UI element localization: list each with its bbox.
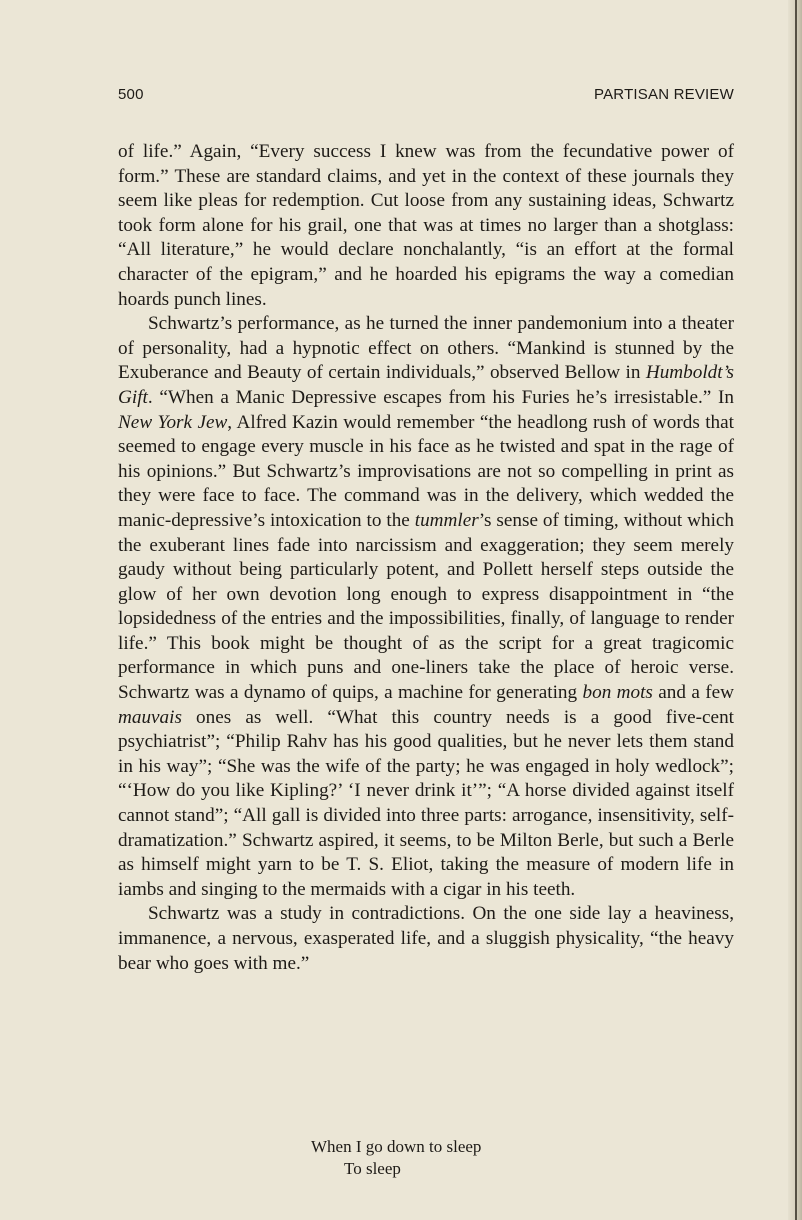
page-number: 500	[118, 86, 144, 103]
poem-line-2: To sleep	[344, 1159, 401, 1178]
journal-title: PARTISAN REVIEW	[594, 86, 734, 103]
paragraph-2-text-c: , Alfred Kazin would remember “the headlong rush of words that seemed to engage every muscle in his face as he twisted and spat in the rage of his opinions.” But Schwartz’s improvisations are not so compelling in print as they were face to face. The command was in the delivery, which wedded the manic-depressive’s intoxication to the	[118, 411, 734, 531]
title-humboldts-gift: Humboldt’s Gift	[118, 362, 734, 408]
paragraph-1	[118, 140, 734, 312]
paragraph-2-text-e: and a few	[652, 682, 735, 704]
paragraph-1-text: of life.” Again, “Every success I knew was from the fecundative power of form.” These are standard claims, and yet in the context of these journals they seem like pleas for redemption. Cut loose from any sustaining ideas, Schwartz took form alone for his grail, one that was at times no larger than a shotglass: “All literature,” he would declare nonchalantly, “is an effort at the formal character of the epigram,” and he hoarded his epigrams the way a comedian hoards punch lines.	[118, 141, 734, 310]
poem-excerpt	[311, 1136, 481, 1180]
term-bon-mots: bon mots	[582, 682, 653, 704]
paragraph-3	[118, 902, 734, 976]
poem-line-1: When I go down to sleep	[311, 1137, 482, 1156]
title-new-york-jew: New York Jew	[118, 411, 228, 433]
paragraph-2-text-b: . “When a Manic Depressive escapes from his Furies he’s irresistable.” In	[147, 386, 734, 408]
paragraph-2-text-f: ones as well. “What this country needs is a good five-cent psychiatrist”; “Philip Rahv has his good qualities, but he never lets them stand in his way”; “She was the wife of the party; he was engaged in holy wedlock”; “‘How do you like Kipling?’ ‘I never drink it’”; “A horse divided against itself cannot stand”; “All gall is divided into three parts: arrogance, insensitivity, self-dramatization.” Schwartz aspired, it seems, to be Milton Berle, but such a Berle as himself might yarn to be T. S. Eliot, taking the measure of modern life in iambs and singing to the mermaids with a cigar in his teeth.	[118, 706, 734, 900]
running-head	[118, 86, 734, 108]
body-text	[118, 140, 734, 976]
paragraph-2-text-a: Schwartz’s performance, as he turned the inner pandemonium into a theater of personality, had a hypnotic effect on others. “Mankind is stunned by the Exuberance and Beauty of certain individuals,” observed Bellow in	[118, 313, 734, 384]
book-spine-edge	[788, 0, 802, 1220]
paragraph-3-text: Schwartz was a study in contradictions. On the one side lay a heaviness, immanence, a nervous, exasperated life, and a sluggish physicality, “the heavy bear who goes with me.”	[118, 903, 734, 974]
term-mauvais: mauvais	[118, 706, 182, 728]
term-tummler: tummler	[414, 509, 479, 531]
paragraph-2	[118, 312, 734, 902]
paragraph-2-text-d: ’s sense of timing, without which the exuberant lines fade into narcissism and exaggeration; they seem merely gaudy without being particularly potent, and Pollett herself steps outside the glow of her own devotion long enough to express disappointment in “the lopsidedness of the entries and the impossibilities, finally, of language to render life.” This book might be thought of as the script for a great tragicomic performance in which puns and one-liners take the place of heroic verse. Schwartz was a dynamo of quips, a machine for generating	[118, 509, 735, 704]
